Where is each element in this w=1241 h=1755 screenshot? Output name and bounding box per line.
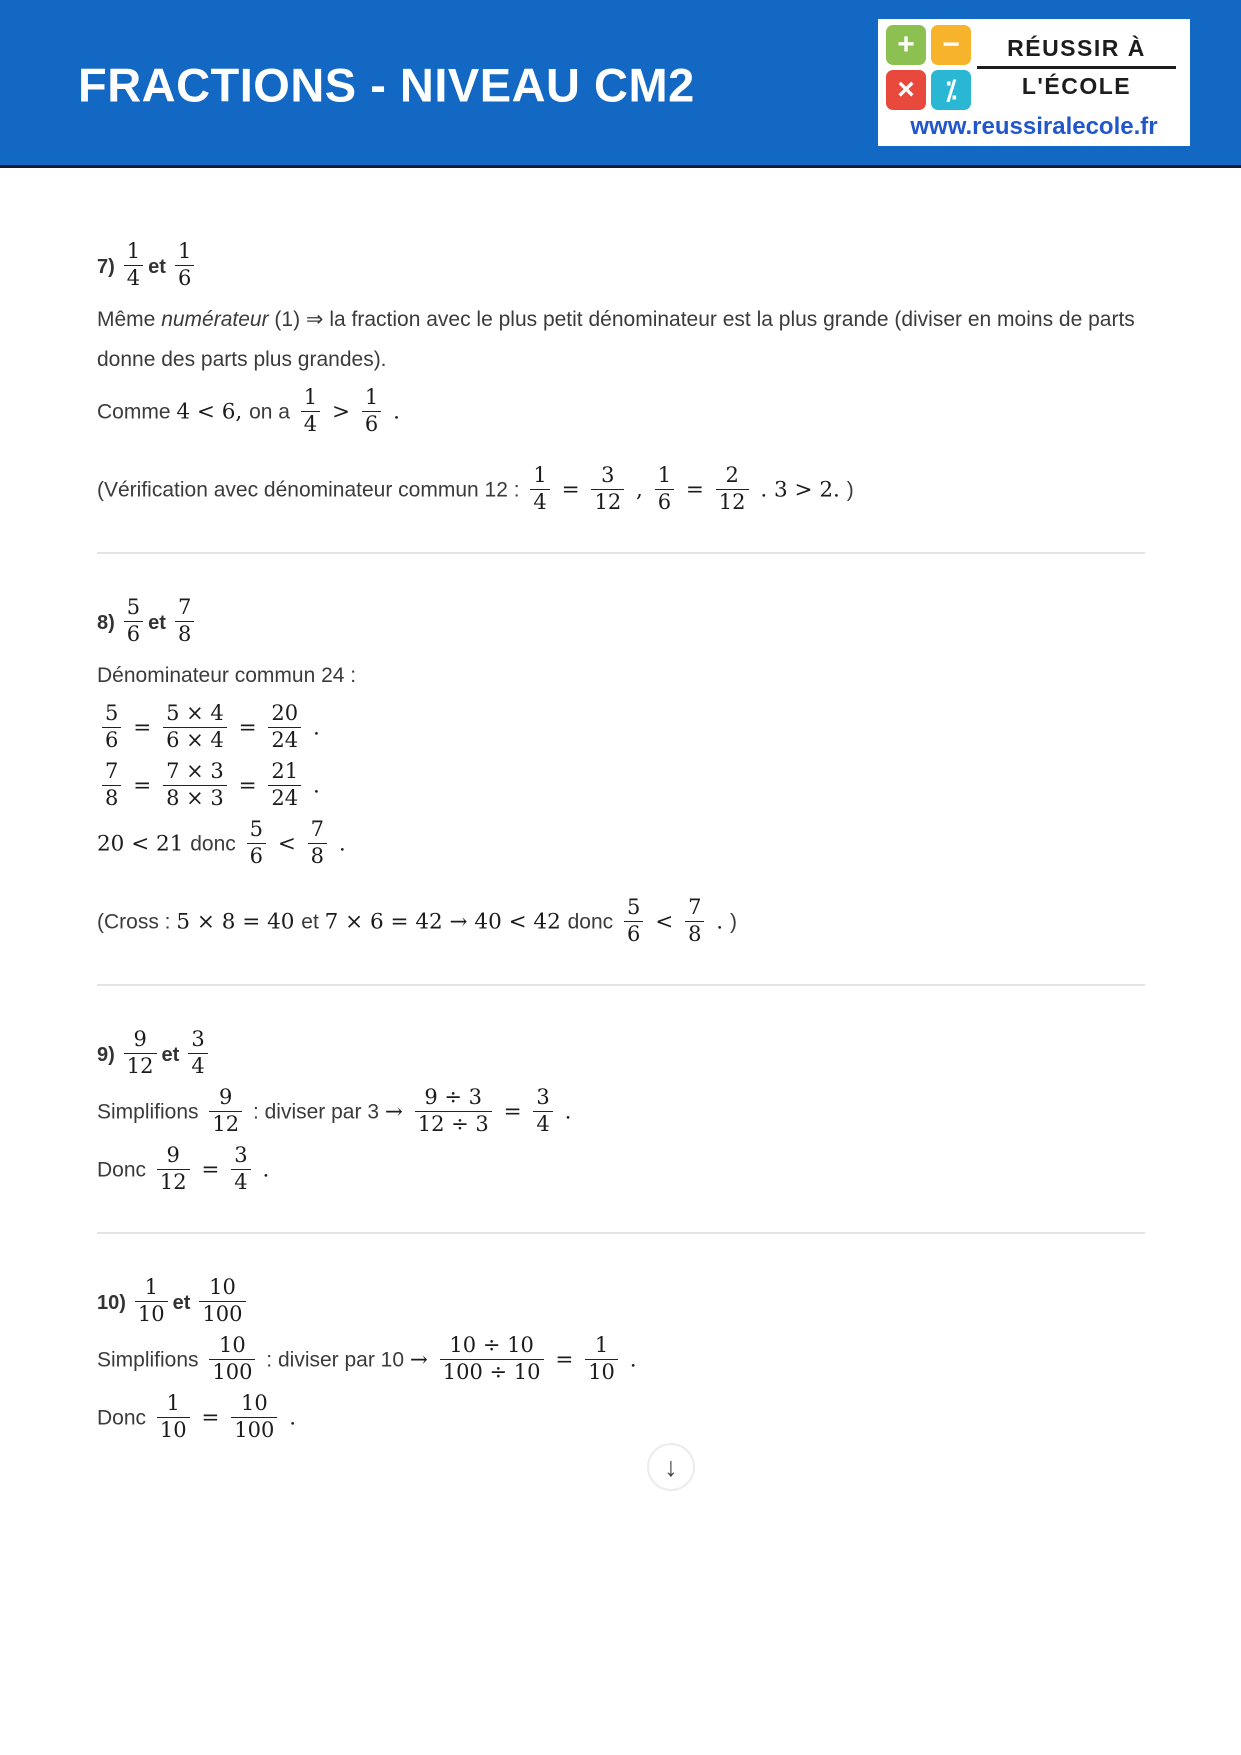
denominator: 6 (102, 727, 121, 753)
math-text: . (332, 831, 346, 857)
divide-tile-icon: ⁒ (931, 70, 971, 110)
math-text: . (306, 773, 320, 799)
plain-text: on a (249, 400, 296, 424)
bold-label: et (148, 611, 166, 634)
fraction (124, 1028, 157, 1078)
math-text: = (679, 477, 711, 503)
math-text: = (126, 715, 159, 741)
logo-brand (971, 35, 1182, 100)
exercise-9 (97, 1027, 1145, 1196)
denominator: 4 (188, 1053, 207, 1079)
math-text: → (409, 1347, 435, 1373)
math-text: 7 × 6 = 42 → 40 < 42 (324, 909, 568, 935)
denominator: 4 (231, 1169, 250, 1195)
numerator: 9 (219, 1085, 233, 1110)
numerator: 3 (536, 1085, 550, 1110)
math-text: 5 × 8 = 40 (176, 909, 302, 935)
denominator: 6 (247, 843, 266, 869)
denominator: 10 (585, 1359, 618, 1385)
plain-text: : diviser par 3 (247, 1100, 385, 1124)
denominator: 4 (533, 1111, 552, 1137)
denominator: 100 (231, 1417, 277, 1443)
math-line (97, 1085, 1145, 1138)
logo (878, 19, 1190, 146)
numerator: 1 (166, 1391, 180, 1416)
minus-tile-icon: − (931, 25, 971, 65)
numerator: 1 (533, 463, 547, 488)
exercise-8 (97, 595, 1145, 948)
math-line (97, 817, 1145, 870)
section-divider (97, 984, 1145, 986)
brand-divider (977, 66, 1176, 69)
math-line (97, 1143, 1145, 1196)
numerator: 3 (234, 1143, 248, 1168)
numerator: 7 (688, 895, 702, 920)
numerator: 10 (219, 1333, 246, 1358)
math-text: < (648, 909, 681, 935)
bold-label: 9) (97, 1043, 115, 1066)
denominator: 100 ÷ 10 (440, 1359, 544, 1385)
fraction (685, 896, 704, 946)
plain-text: (Cross : (97, 910, 177, 934)
fraction (102, 760, 121, 810)
bold-label: et (161, 1043, 180, 1066)
denominator: 8 (308, 843, 327, 869)
fraction (440, 1334, 544, 1384)
numerator: 1 (364, 385, 379, 410)
page-header (0, 0, 1241, 168)
plain-text: : diviser par 10 (260, 1348, 410, 1372)
numerator: 3 (191, 1027, 205, 1052)
exercise-7 (97, 239, 1145, 516)
fraction (231, 1392, 277, 1442)
math-text: = (548, 1347, 581, 1373)
denominator: 6 (362, 411, 381, 437)
fraction (175, 240, 194, 290)
plain-text: Simplifions (97, 1100, 205, 1124)
exercise-heading (97, 1027, 1145, 1080)
fraction (247, 818, 266, 868)
math-line (97, 1391, 1145, 1444)
math-text: . (306, 715, 320, 741)
exercise-heading (97, 239, 1145, 292)
fraction (591, 464, 624, 514)
numerator: 1 (657, 463, 672, 488)
denominator: 10 (135, 1301, 168, 1327)
numerator: 21 (271, 759, 299, 784)
numerator: 7 × 3 (166, 759, 224, 784)
math-text: = (126, 773, 159, 799)
denominator: 12 ÷ 3 (415, 1111, 492, 1137)
fraction (163, 760, 227, 810)
logo-top (886, 24, 1182, 110)
plain-text: Comme (97, 400, 177, 424)
plus-tile-icon: + (886, 25, 926, 65)
numerator: 5 (126, 595, 141, 620)
numerator: 7 (177, 595, 192, 620)
plain-text: Simplifions (97, 1348, 205, 1372)
numerator: 5 (249, 817, 263, 842)
denominator: 6 (624, 921, 643, 947)
denominator: 4 (530, 489, 549, 515)
math-text: 4 < 6, (176, 399, 250, 425)
numerator: 5 (627, 895, 641, 920)
denominator: 10 (157, 1417, 190, 1443)
fraction (124, 596, 143, 646)
numerator: 1 (177, 239, 192, 263)
math-text: < (270, 831, 303, 857)
numerator: 2 (725, 463, 739, 488)
numerator: 7 (105, 759, 119, 784)
numerator: 9 ÷ 3 (424, 1085, 483, 1110)
fraction (624, 896, 643, 946)
denominator: 100 (209, 1359, 255, 1385)
numerator: 10 (240, 1391, 268, 1416)
denominator: 12 (716, 489, 749, 515)
fraction (175, 596, 194, 646)
numerator: 1 (126, 239, 141, 263)
exercise-heading (97, 1275, 1145, 1328)
section-divider (97, 552, 1145, 554)
denominator: 4 (124, 265, 143, 291)
fraction (585, 1334, 618, 1384)
math-text: . (282, 1405, 297, 1431)
exercise-10 (97, 1275, 1145, 1444)
math-text: . 3 > 2. (753, 477, 847, 503)
fraction (231, 1144, 250, 1194)
fraction (655, 464, 674, 514)
bold-label: 10) (97, 1291, 126, 1314)
fraction (716, 464, 749, 514)
fraction (301, 386, 320, 436)
down-arrow-icon: ↓ (664, 1451, 678, 1482)
fraction (209, 1086, 242, 1136)
numerator: 1 (594, 1333, 609, 1358)
denominator: 12 (124, 1053, 157, 1079)
denominator: 6 (175, 265, 194, 291)
fraction (415, 1086, 492, 1136)
fraction (102, 702, 121, 752)
math-text: = (194, 1157, 227, 1183)
plain-text: Même (97, 308, 162, 332)
denominator: 6 (655, 489, 674, 515)
numerator: 1 (144, 1275, 158, 1300)
fraction (135, 1276, 168, 1326)
bold-label: et (148, 255, 166, 278)
denominator: 24 (268, 785, 301, 811)
worksheet-content (0, 168, 1241, 1444)
plain-text: donc (567, 910, 619, 934)
denominator: 8 (102, 785, 121, 811)
math-text: > (325, 399, 357, 425)
fraction (308, 818, 327, 868)
bold-label: 8) (97, 611, 115, 634)
denominator: 12 (209, 1111, 242, 1137)
section-divider (97, 1232, 1145, 1234)
fraction (157, 1144, 190, 1194)
numerator: 10 ÷ 10 (449, 1333, 534, 1358)
denominator: 100 (199, 1301, 245, 1327)
math-line (97, 300, 1145, 380)
numerator: 9 (133, 1027, 147, 1052)
numerator: 5 (105, 701, 119, 726)
numerator: 9 (166, 1143, 180, 1168)
denominator: 12 (591, 489, 624, 515)
fraction (199, 1276, 245, 1326)
math-line (97, 385, 1145, 438)
fraction (268, 702, 301, 752)
math-text: = (554, 477, 587, 503)
scroll-down-button[interactable] (647, 1443, 695, 1491)
math-text: → (384, 1099, 410, 1125)
fraction (188, 1028, 207, 1078)
multiply-tile-icon: × (886, 70, 926, 110)
denominator: 6 × 4 (163, 727, 227, 753)
brand-line-1: RÉUSSIR À (1007, 34, 1146, 61)
math-line (97, 895, 1145, 948)
denominator: 24 (268, 727, 301, 753)
numerator: 3 (601, 463, 615, 488)
math-text: , (629, 477, 650, 503)
math-text: = (231, 715, 264, 741)
math-text: 20 < 21 (97, 831, 191, 857)
fraction (124, 240, 143, 290)
fraction (157, 1392, 190, 1442)
fraction (362, 386, 381, 436)
brand-line-2: L'ÉCOLE (1021, 72, 1132, 99)
math-line (97, 1333, 1145, 1386)
denominator: 12 (157, 1169, 190, 1195)
fraction (268, 760, 301, 810)
math-line (97, 463, 1145, 516)
plain-text: et (301, 910, 325, 934)
logo-website-link[interactable]: www.reussiralecole.fr (910, 113, 1158, 140)
math-text: = (231, 773, 264, 799)
fraction (530, 464, 549, 514)
denominator: 8 × 3 (163, 785, 227, 811)
math-text: = (194, 1405, 227, 1431)
logo-operator-tiles (886, 25, 971, 110)
denominator: 6 (124, 621, 143, 647)
math-text: . (622, 1347, 637, 1373)
bold-label: 7) (97, 255, 115, 278)
plain-text: Donc (97, 1158, 152, 1182)
plain-text: ) (729, 910, 737, 934)
plain-text: ) (846, 478, 854, 502)
math-text: . (557, 1099, 572, 1125)
math-line (97, 656, 1145, 696)
exercise-heading (97, 595, 1145, 648)
italic-text: numérateur (161, 308, 269, 332)
math-text: . (386, 399, 400, 425)
fraction (209, 1334, 255, 1384)
math-line (97, 759, 1145, 812)
denominator: 8 (175, 621, 194, 647)
numerator: 7 (310, 817, 325, 842)
math-text: . (709, 909, 730, 935)
plain-text: Donc (97, 1406, 152, 1430)
math-line (97, 701, 1145, 754)
plain-text: Dénominateur commun 24 : (97, 664, 357, 688)
plain-text: donc (190, 832, 242, 856)
math-text: = (496, 1099, 529, 1125)
numerator: 10 (209, 1275, 236, 1300)
math-text: . (255, 1157, 270, 1183)
numerator: 1 (303, 385, 318, 410)
plain-text: (Vérification avec dénominateur commun 12 : (97, 478, 526, 502)
plain-text: (1) ⇒ la fraction avec le plus petit dénominateur est la plus grande (diviser en moins de parts donne des parts plus grandes). (97, 308, 1135, 372)
denominator: 4 (301, 411, 320, 437)
denominator: 8 (685, 921, 704, 947)
fraction (163, 702, 227, 752)
numerator: 5 × 4 (166, 701, 224, 726)
fraction (533, 1086, 552, 1136)
bold-label: et (172, 1291, 191, 1314)
numerator: 20 (271, 701, 299, 726)
page-title: FRACTIONS - NIVEAU CM2 (78, 58, 695, 112)
